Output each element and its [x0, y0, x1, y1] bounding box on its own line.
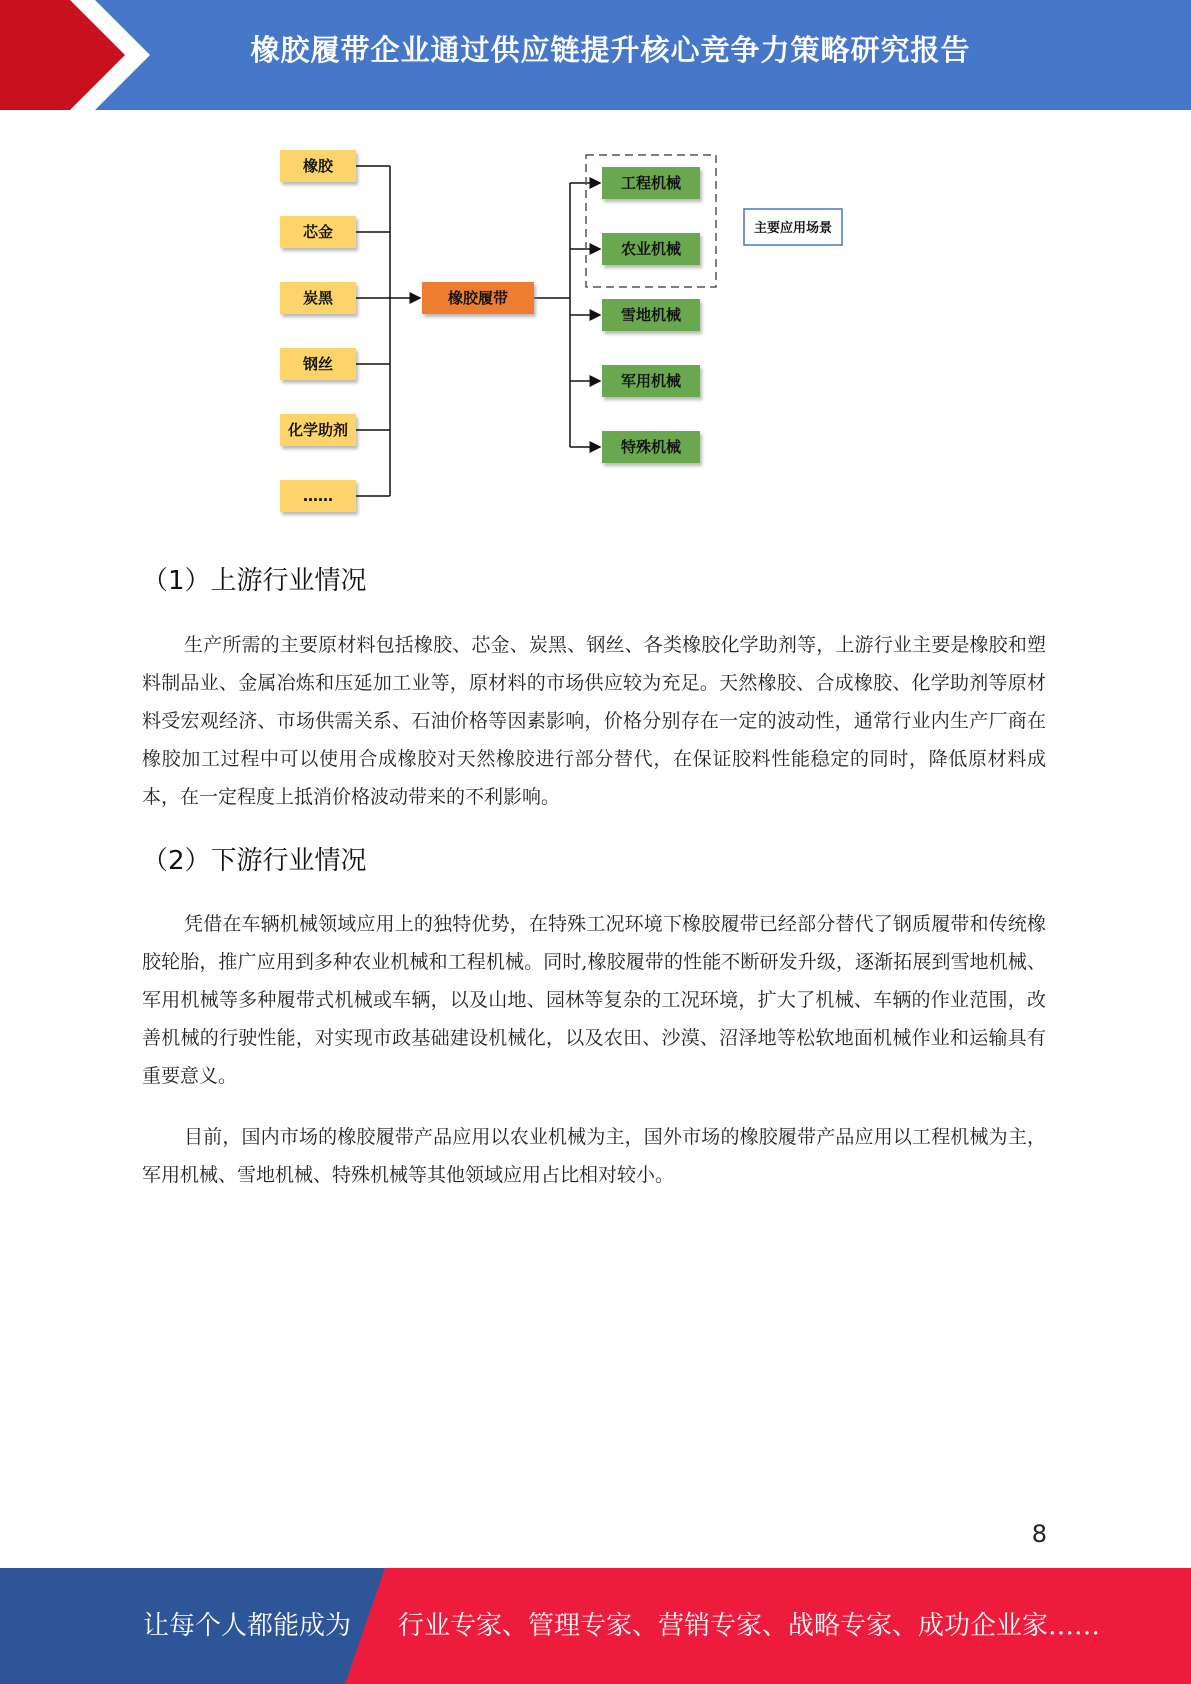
section2-heading: （2）下游行业情况 — [142, 846, 367, 876]
input-node-4 — [280, 414, 356, 446]
input-label: 炭黑 — [302, 289, 334, 307]
diagram-connectors — [356, 166, 600, 496]
input-label: 橡胶 — [302, 157, 334, 175]
input-node-5 — [280, 480, 356, 512]
input-label: 芯金 — [302, 223, 334, 241]
center-label: 橡胶履带 — [447, 289, 509, 307]
input-node-1 — [280, 216, 356, 248]
legend — [744, 209, 842, 245]
section2-paragraph2: 目前，国内市场的橡胶履带产品应用以农业机械为主，国外市场的橡胶履带产品应用以工程机械为主，军用机械、雪地机械、特殊机械等其他领域应用占比相对较小。 — [142, 1126, 1046, 1186]
page-number: 8 — [1031, 1520, 1047, 1548]
application-label: 农业机械 — [620, 240, 682, 258]
input-node-3 — [280, 348, 356, 380]
center-node — [422, 282, 534, 314]
page-footer — [0, 1568, 1191, 1684]
application-node-4 — [602, 431, 700, 463]
section1-heading: （1）上游行业情况 — [142, 566, 367, 596]
input-materials — [280, 150, 356, 512]
application-label: 军用机械 — [620, 372, 682, 390]
header-title: 橡胶履带企业通过供应链提升核心竞争力策略研究报告 — [250, 33, 971, 67]
application-node-3 — [602, 365, 700, 397]
footer-slogan-left: 让每个人都能成为 — [143, 1611, 352, 1641]
footer-slogan-right: 行业专家、管理专家、营销专家、战略专家、成功企业家…… — [398, 1611, 1101, 1641]
section1-paragraph: 生产所需的主要原材料包括橡胶、芯金、炭黑、钢丝、各类橡胶化学助剂等，上游行业主要是橡胶和塑料制品业、金属冶炼和压延加工业等，原材料的市场供应较为充足。天然橡胶、合成橡胶、化学助剂等原材料受宏观经济、市场供需关系、石油价格等因素影响，价格分别存在一定的波动性，通常行业内生产厂商在橡胶加工过程中可以使用合成橡胶对天然橡胶进行部分替代，在保证胶料性能稳定的同时，降低原材料成本，在一定程度上抵消价格波动带来的不利影响。 — [142, 634, 1046, 808]
section2-paragraph1: 凭借在车辆机械领域应用上的独特优势，在特殊工况环境下橡胶履带已经部分替代了钢质履带和传统橡胶轮胎，推广应用到多种农业机械和工程机械。同时,橡胶履带的性能不断研发升级，逐渐拓展到雪地机械、军用机械等多种履带式机械或车辆，以及山地、园林等复杂的工况环境，扩大了机械、车辆的作业范围，改善机械的行驶性能，对实现市政基础建设机械化，以及农田、沙漠、沼泽地等松软地面机械作业和运输具有重要意义。 — [142, 913, 1046, 1087]
input-label: 化学助剂 — [287, 421, 349, 439]
application-node-0 — [602, 167, 700, 199]
input-label: 钢丝 — [302, 355, 334, 373]
page-header — [0, 0, 1191, 110]
input-node-2 — [280, 282, 356, 314]
input-label: …… — [303, 487, 333, 505]
application-label: 工程机械 — [620, 174, 682, 192]
application-label: 雪地机械 — [620, 306, 682, 324]
legend-label: 主要应用场景 — [753, 221, 833, 236]
application-node-1 — [602, 233, 700, 265]
application-nodes — [586, 155, 716, 463]
application-label: 特殊机械 — [620, 438, 682, 456]
application-node-2 — [602, 299, 700, 331]
input-node-0 — [280, 150, 356, 182]
supply-chain-diagram — [260, 150, 860, 520]
